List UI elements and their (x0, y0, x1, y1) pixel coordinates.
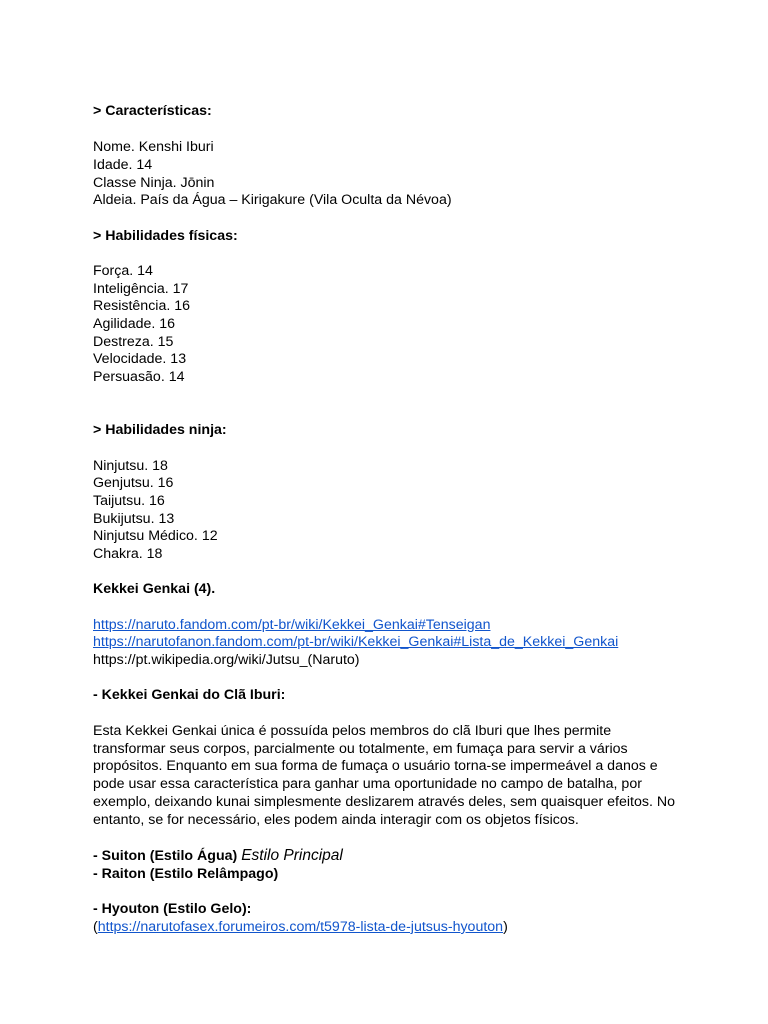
paren-close: ) (503, 919, 508, 935)
ninja-item: Genjutsu. 16 (93, 475, 174, 491)
raiton-line: - Raiton (Estilo Relâmpago) (93, 866, 279, 882)
hyouton-link-row (93, 919, 508, 937)
paragraph-line: exemplo, deixando kunai simplesmente deslizarem através deles, sem quaisquer efeitos. No (93, 793, 675, 810)
paragraph-line: entanto, se for necessário, eles podem ainda interagir com os objetos físicos. (93, 811, 579, 828)
fisica-item: Força. 14 (93, 263, 153, 279)
paragraph-line: Esta Kekkei Genkai única é possuída pelos membros do clã Iburi que lhes permite (93, 723, 612, 739)
kekkei-link-fanon-row (93, 634, 618, 652)
kekkei-wikipedia-url: https://pt.wikipedia.org/wiki/Jutsu_(Naruto) (93, 652, 360, 668)
iburi-paragraph (93, 723, 693, 829)
nome-line: Nome. Kenshi Iburi (93, 139, 214, 155)
hyouton-heading: - Hyouton (Estilo Gelo): (93, 901, 252, 917)
kekkei-heading: Kekkei Genkai (4). (93, 581, 216, 597)
ninja-item: Chakra. 18 (93, 546, 163, 562)
caracteristicas-heading: > Características: (93, 103, 212, 119)
suiton-label: - Suiton (Estilo Água) (93, 848, 238, 864)
kekkei-link-fanon[interactable]: https://narutofanon.fandom.com/pt-br/wiki/Kekkei_Genkai#Lista_de_Kekkei_Genkai (93, 634, 619, 650)
fisica-item: Velocidade. 13 (93, 351, 187, 367)
idade-line: Idade. 14 (93, 157, 153, 173)
kekkei-link-tenseigan-row (93, 617, 490, 635)
fisica-item: Agilidade. 16 (93, 316, 176, 332)
fisica-item: Persuasão. 14 (93, 369, 185, 385)
classe-line: Classe Ninja. Jōnin (93, 175, 215, 191)
paragraph-line: propósitos. Enquanto em sua forma de fumaça o usuário torna-se impermeável a danos e (93, 758, 658, 775)
paragraph-line: transformar seus corpos, parcialmente ou totalmente, em fumaça para servir a vários (93, 740, 628, 757)
iburi-heading: - Kekkei Genkai do Clã Iburi: (93, 687, 286, 703)
ninja-item: Bukijutsu. 13 (93, 511, 175, 527)
paragraph-line: pode usar essa característica para ganhar uma oportunidade no campo de batalha, por (93, 776, 642, 793)
fisicas-heading: > Habilidades físicas: (93, 228, 238, 244)
suiton-line (93, 847, 343, 866)
fisica-item: Resistência. 16 (93, 298, 190, 314)
fisica-item: Inteligência. 17 (93, 281, 189, 297)
kekkei-link-tenseigan[interactable]: https://naruto.fandom.com/pt-br/wiki/Kekkei_Genkai#Tenseigan (93, 617, 491, 633)
aldeia-line: Aldeia. País da Água – Kirigakure (Vila Oculta da Névoa) (93, 192, 452, 208)
suiton-note: Estilo Principal (241, 847, 343, 864)
ninja-item: Taijutsu. 16 (93, 493, 165, 509)
ninja-heading: > Habilidades ninja: (93, 422, 227, 438)
paren-open: ( (93, 919, 98, 935)
fisica-item: Destreza. 15 (93, 334, 174, 350)
hyouton-link[interactable]: https://narutofasex.forumeiros.com/t5978-lista-de-jutsus-hyouton (97, 919, 504, 935)
ninja-item: Ninjutsu. 18 (93, 458, 168, 474)
ninja-item: Ninjutsu Médico. 12 (93, 528, 218, 544)
